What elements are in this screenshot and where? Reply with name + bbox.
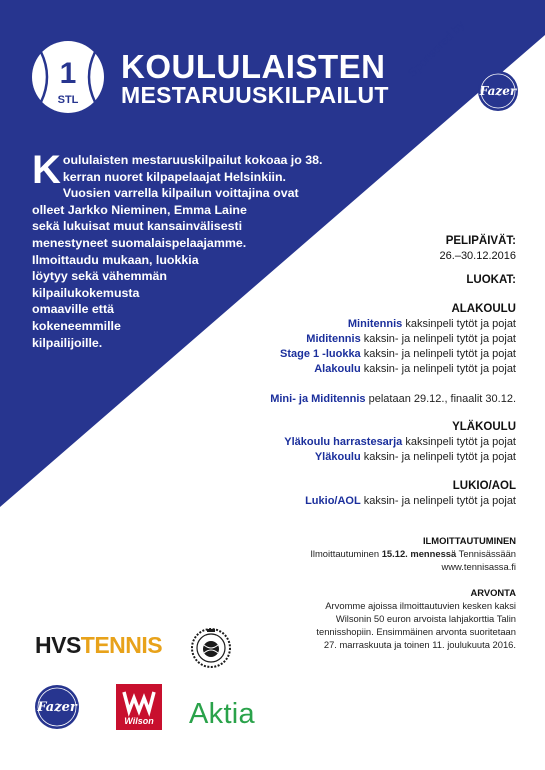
class-desc: kaksin- ja nelinpeli tytöt ja pojat bbox=[360, 495, 516, 507]
title-line1: KOULULAISTEN bbox=[121, 48, 386, 85]
lukio-block bbox=[305, 479, 516, 509]
intro-line: omaaville että bbox=[32, 302, 114, 317]
lottery-heading: ARVONTA bbox=[470, 587, 516, 598]
hvs-logo-part1: HVS bbox=[35, 632, 81, 658]
lottery-line: 27. marraskuuta ja toinen 11. joulukuuta 2016. bbox=[323, 639, 516, 650]
lukio-heading: LUKIO/AOL bbox=[452, 480, 516, 492]
alakoulu-block bbox=[280, 302, 516, 377]
registration-url[interactable]: www.tennisassa.fi bbox=[441, 561, 516, 572]
class-desc: kaksin- ja nelinpeli tytöt ja pojat bbox=[360, 348, 516, 360]
class-name: Alakoulu bbox=[314, 363, 361, 375]
classes-heading: LUOKAT: bbox=[466, 274, 516, 286]
class-desc: kaksin- ja nelinpeli tytöt ja pojat bbox=[360, 333, 516, 345]
lottery-block bbox=[316, 586, 516, 651]
class-row bbox=[280, 317, 516, 332]
lottery-line: Wilsonin 50 euron arvoista lahjakorttia Talin bbox=[335, 613, 516, 624]
class-desc: kaksinpeli tytöt ja pojat bbox=[402, 436, 516, 448]
intro-line: kilpailijoille. bbox=[32, 335, 103, 350]
class-row bbox=[284, 435, 516, 450]
class-name: Yläkoulu harrastesarja bbox=[284, 436, 403, 448]
stl-logo bbox=[31, 40, 105, 114]
intro-line: sekä lukuisat muut kansainvälisesti bbox=[32, 219, 243, 234]
title-line2: MESTARUUSKILPAILUT bbox=[121, 82, 389, 108]
dates-value: 26.–30.12.2016 bbox=[439, 250, 516, 262]
class-desc: kaksin- ja nelinpeli tytöt ja pojat bbox=[360, 363, 516, 375]
club-emblem-logo bbox=[190, 625, 232, 671]
intro-line: olleet Jarkko Nieminen, Emma Laine bbox=[32, 202, 247, 217]
intro-line: Ilmoittaudu mukaan, luokkia bbox=[32, 252, 199, 267]
wilson-logo bbox=[116, 684, 162, 730]
fazer-logo-bottom bbox=[34, 684, 80, 730]
intro-line: kilpailukokemusta bbox=[32, 285, 140, 300]
intro-line: kerran nuoret kilpapelaajat Helsinkiin. bbox=[62, 169, 287, 184]
class-name: Stage 1 -luokka bbox=[279, 348, 361, 360]
intro-line: oululaisten mestaruuskilpailut kokoaa jo 38. bbox=[62, 153, 323, 167]
class-desc: kaksinpeli tytöt ja pojat bbox=[402, 318, 516, 330]
class-desc: kaksin- ja nelinpeli tytöt ja pojat bbox=[360, 451, 516, 463]
dates-block bbox=[440, 234, 516, 264]
class-row bbox=[280, 362, 516, 377]
stl-logo-label: STL bbox=[57, 94, 79, 106]
ylakoulu-block bbox=[284, 420, 516, 465]
dates-heading: PELIPÄIVÄT: bbox=[445, 235, 516, 247]
class-name: Minitennis bbox=[347, 318, 403, 330]
fazer-logo-bottom-text: Fazer bbox=[37, 700, 77, 715]
class-name: Yläkoulu bbox=[314, 451, 361, 463]
mini-midi-note bbox=[270, 392, 516, 407]
registration-block bbox=[310, 534, 516, 573]
alakoulu-heading: ALAKOULU bbox=[451, 303, 516, 315]
classes-heading-block bbox=[466, 273, 516, 288]
intro-line: menestyneet suomalaispelaajamme. bbox=[32, 235, 247, 250]
aktia-logo: Aktia bbox=[189, 698, 255, 730]
sponsored-by-label: Sponsored by bbox=[405, 17, 468, 80]
class-row bbox=[305, 494, 516, 509]
class-row bbox=[284, 450, 516, 465]
lottery-line: tennisshopiin. Ensimmäinen arvonta suoritetaan bbox=[316, 626, 516, 637]
hvs-tennis-logo bbox=[35, 634, 162, 657]
registration-text bbox=[310, 547, 516, 560]
lottery-line: Arvomme ajoissa ilmoittautuvien kesken kaksi bbox=[325, 600, 516, 611]
registration-post: Tennisässään bbox=[456, 548, 516, 559]
registration-deadline: 15.12. mennessä bbox=[381, 548, 457, 559]
note-name: Mini- ja Miditennis bbox=[270, 393, 366, 405]
class-row bbox=[280, 347, 516, 362]
page-title bbox=[121, 50, 389, 107]
wilson-logo-text: Wilson bbox=[124, 716, 154, 726]
note-desc: pelataan 29.12., finaalit 30.12. bbox=[365, 393, 516, 405]
fazer-logo-top-text: Fazer bbox=[479, 84, 517, 98]
hvs-logo-part2: TENNIS bbox=[80, 632, 163, 658]
intro-line: Vuosien varrella kilpailun voittajina ovat bbox=[62, 186, 299, 201]
registration-pre: Ilmoittautuminen bbox=[310, 548, 382, 559]
class-name: Lukio/AOL bbox=[305, 495, 361, 507]
intro-dropcap: K bbox=[32, 148, 61, 192]
intro-line: kokeneemmille bbox=[32, 318, 121, 333]
intro-line: löytyy sekä vähemmän bbox=[32, 269, 167, 284]
ylakoulu-heading: YLÄKOULU bbox=[452, 421, 516, 433]
fazer-logo-top bbox=[477, 70, 519, 112]
stl-logo-number: 1 bbox=[59, 57, 77, 90]
class-name: Miditennis bbox=[306, 333, 361, 345]
class-row bbox=[280, 332, 516, 347]
registration-heading: ILMOITTAUTUMINEN bbox=[422, 535, 516, 546]
